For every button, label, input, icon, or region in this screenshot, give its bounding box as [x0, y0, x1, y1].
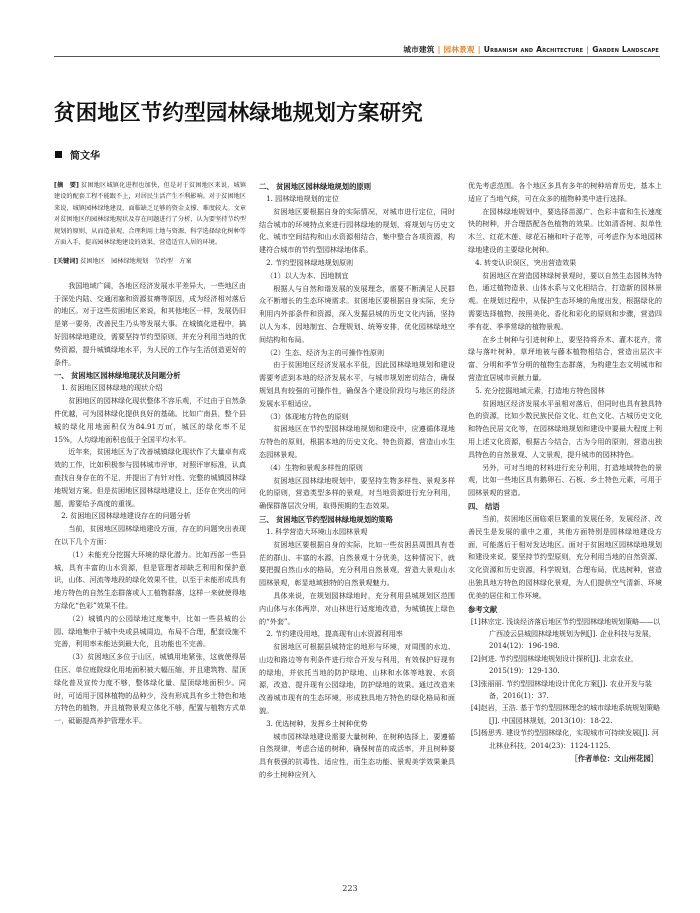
column-2	[259, 180, 455, 782]
author-name: 简文华	[70, 151, 100, 162]
subsection-heading: 4. 转变认识误区，突出营造效果	[475, 257, 577, 267]
reference-item: [3]张丽丽. 节约型园林绿地设计优化方案[J]. 农业开发与装备，2016(1)：37.	[470, 679, 652, 700]
header-rule	[54, 56, 660, 57]
column-3	[468, 180, 662, 765]
column-1	[54, 180, 246, 728]
paragraph: （2）城镇内的公园绿地过度集中，比如一些县城的公园、绿地集中于城中央或县城周边，布局不合理，配套设施不完善，利用率未能达到最大化，且功能也不完善。	[54, 613, 246, 649]
author-affiliation: ［作者单位：文山州花园］	[570, 753, 658, 763]
abstract-label: [摘 要]	[54, 182, 79, 189]
paragraph: 贫困地区在营造园林绿树景观时，要以自然生态园林为特色，通过植物造景、山体水系与文化相结合，打造新的园林景观。在规划过程中，从保护生态环境的角度出发，根据绿化的需要选择植物，按照美化、香化和彩化的原则和步骤，营造四季有花、季季常绿的植物景观。	[468, 270, 662, 331]
paragraph: 优先考虑范围。各个地区多具有多年的树种培育历史，基本上适应了当地气候，可在众多的植物种类中进行选择。	[468, 181, 662, 203]
paragraph: 另外，可对当地的材料进行充分利用，打造地域特色的景观，比如一些地区具有鹅卵石、石板、乡土特色元素，可用于园林景观的营造。	[468, 462, 662, 498]
subsection-heading: 1. 贫困地区园林绿地的现状介绍	[61, 383, 163, 393]
section-heading: 四、 结语	[468, 501, 500, 511]
header-section-cn: 城市建筑	[403, 45, 435, 54]
paragraph: 具体来说，在规划园林绿地时，充分利用县城规划区范围内山体与水体两岸，对山林进行适度地改造，为城镇披上绿色的“外套”。	[259, 590, 455, 626]
subsection-heading: （2）生态、经济为主的可操作性原则	[266, 347, 385, 357]
paragraph: 贫困地区要根据自身的实际，比如一些贫困县周围具有苍茫的群山、丰富的水源，自然景观十分优美，这种情况下，就要把握自然山水的格局，充分利用自然景观，营造大景观山水园林景观，彰显地域独特的自然景观魅力。	[259, 539, 455, 588]
subsection-heading: （3）体现地方特色的原则	[266, 411, 349, 421]
subsection-heading: 2. 节约建设用地，提高现有山水资源利用率	[266, 629, 403, 639]
abstract-text: 贫困地区城镇化进程也加快，但是对于贫困地区来说，城镇建设的配套工程不能跟不上，对居民生活产生不利影响。对于贫困地区来说，城镇园林绿地建设，面临缺乏足够的资金支撑、难度较大。文章对贫困地区的园林绿地现状及存在问题进行了分析，认为要坚持节约型规划的原则，从而造景观，合理利用土地与资源，科学选择绿化树种等方面入手，提高园林绿地建设的效果，营造适宜人居的环境。	[54, 182, 247, 247]
reference-item: [2]何进. 节约型园林绿地规划设计探析[J]. 北京农业，2015(19)：129-130.	[470, 654, 638, 676]
subsection-heading: （4）生物和景观多样性的原则	[266, 462, 363, 472]
reference-item: [1]林宗定. 浅谈经济落后地区节约型园林绿地规划策略——以广西凌云县城园林绿地规划为例[J]. 企业科技与发展，2014(12)：196-198.	[470, 617, 661, 651]
paragraph: 贫困地区在节约型园林绿地规划和建设中，应遵循体现地方特色的原则，根据本地的历史文化、特色资源，营造山水生态园林景观。	[259, 424, 455, 459]
header-separator: |	[437, 45, 441, 54]
header-section-en-garden: Garden Landscape	[592, 45, 659, 54]
journal-header	[403, 44, 659, 55]
article-title: 贫困地区节约型园林绿地规划方案研究	[54, 101, 423, 126]
subsection-heading: （1）以人为本、因地制宜	[266, 270, 349, 280]
paragraph: 贫困地区要根据自身的实际情况，对城市进行定位，同时结合城市的环境特点来进行园林绿地的规划，将规划与历史文化、城市空间结构和山水资源相结合，集中整合各项资源，构建符合城市的节约型园林绿地体系。	[259, 206, 455, 255]
paragraph: （3）贫困地区多位于山区，城镇用地紧张，这就使得居住区、单位庭院绿化用地面积被大幅压缩，并且建筑物、屋顶绿化普及宣传力度不够，整体绿化量、屋顶绿地面积少。同时，可适用于园林植物的品种少，没有形成具有乡土特色和地方特色的植物，并且植物景观立体化不够，配置与植物方式单一，砥砺提高养护管理水平。	[54, 652, 246, 726]
paragraph: 我国地域广阔，各地区经济发展水平差异大，一些地区由于深处内陆、交通闭塞和资源贫瘠等原因，成为经济相对落后的地区。对于这些贫困地区来说，和其他地区一样，发展仍旧是第一要务，改善民生乃头等发展大事。在城镇化进程中，搞好园林绿地建设，需要坚持节约型原则，并充分利用当地的优势资源，提升城镇绿地水平，为人民的工作与生活创造更好的条件。	[54, 280, 246, 367]
header-section-highlight: 园林景观	[443, 45, 475, 54]
author-line	[55, 147, 100, 162]
page-number: 223	[342, 884, 358, 893]
section-heading: 三、 贫困地区节约型园林绿地规划的策略	[259, 514, 393, 524]
reference-item: [5]杨思秀. 建设节约型园林绿化，实现城市可持续发展[J]. 河北林业科技，2014(23)：1124-1125.	[470, 729, 659, 750]
paragraph: 当前，贫困地区园林绿地建设方面，存在的问题突出表现在以下几个方面：	[54, 524, 246, 546]
subsection-heading: 1. 园林绿地规划的定位	[266, 194, 339, 203]
subsection-heading: 1. 科学营造大环境山水园林景观	[266, 526, 368, 536]
paragraph: 由于贫困地区经济发展水平低，因此园林绿地规划和建设需要考虑到本地的经济发展水平，与城市规划密切结合，确保规划具有较强的可操作性，确保各个建设阶段均与地区的经济发展水平相适应。	[259, 360, 455, 408]
keywords-label: [关键词]	[54, 258, 79, 266]
subsection-heading: 3. 优选树种，发挥乡土树种优势	[266, 718, 368, 728]
header-separator-3: |	[586, 45, 590, 54]
keywords-text: 贫困地区 园林绿地规划 节约型 方案	[80, 258, 192, 266]
reference-item: [4]赵岩，王浩. 基于节约型园林理念的城市绿地系统规划策略[J]. 中国园林规划，2013(10)：18-22.	[470, 704, 661, 725]
paragraph: 贫困地区园林绿地规划中，要坚持生物多样性、景观多样化的原则，营造类型多样的景观，对当地资源进行充分利用，确保群落层次分明，取得预期的生态效果。	[259, 475, 455, 511]
header-section-en-urban: Urbanism and Architecture	[483, 45, 584, 54]
references-heading: 参考文献	[468, 604, 498, 614]
subsection-heading: 2. 贫困地区园林绿地建设存在的问题分析	[61, 511, 191, 521]
paragraph: 贫困地区的园林绿化现状整体不容乐观，不过由于自然条件优越，可为园林绿化提供良好的基础。比如广南县，整个县城的绿化用地面积仅为84.91万㎡，城区的绿化率不足15%，人均绿地面积也低于全国平均水平。	[54, 396, 246, 444]
paragraph: 贫困地区经济发展水平虽相对落后，但同时也具有独具特色的资源，比如少数民族民俗文化、红色文化、古城历史文化和特色民居文化等，在园林绿地规划和建设中要最大程度上利用上述文化资源，根据古今结合，古为今用的原则，营造出独具特色的自然景观、人文景观，提升城市的园林特色。	[468, 398, 662, 459]
keywords	[54, 256, 246, 267]
paragraph: 在乡土树种与引进树种上，要坚持将乔木、灌木花卉，常绿与落叶树种，草坪地被与藤本植物相结合，营造出层次丰富、分明和季节分明的植物生态群落，为构建生态文明城市和营造宜居城市贡献力量。	[468, 334, 662, 382]
paragraph: 贫困地区可根据县城特定的地形与环境，对周围的水边、山边和路边等有利条件进行综合开发与利用，有效保护好现有的绿地，并依托当地的防护绿地、山林和水体等地貌、水资源，改造、提升现有公园绿地，防护绿地的效果。通过改造来改善城市现有的生态环境，形成独具地方特色的绿化格局和面貌。	[259, 642, 455, 716]
subsection-heading: 5. 充分挖掘地域元素，打造地方特色园林	[475, 385, 605, 395]
paragraph: 在园林绿地规划中，要选择苗源广、色彩丰富和生长速度快的树种，并合理搭配各色植物的效果。比如清香树、拟单性木兰、红花木莲、球花石楠和叶子花等，可考虑作为本地园林绿地建设的主要绿化树种。	[468, 206, 662, 254]
section-heading: 一、 贫困地区园林绿地现状及问题分析	[54, 371, 181, 381]
header-separator-2: |	[477, 45, 481, 54]
abstract	[54, 180, 246, 248]
paragraph: （1）未能充分挖掘大环境的绿化潜力。比如西部一些县城，具有丰富的山水资源，但是管理者却缺乏利用和保护意识，山体、河流等地段的绿化效果不佳，以至于未能形成具有地方特色的自然生态群落或人工植物群落，这样一来就使得地方绿化“色彩”效果不佳。	[54, 549, 246, 610]
paragraph: 当前，贫困地区面临艰巨繁重的发展任务，发展经济、改善民生是发展的重中之重，其他方面特别是园林绿地建设方面，可能落后于相对发达地区。面对于贫困地区园林绿地规划和建设来说，要坚持节约型原则，充分利用当地的自然资源、文化资源和历史资源，科学规划，合理布局，优选树种，营造出独具地方特色的园林绿化景观，为人们提供空气清新、环境优美的居住和工作环境。	[468, 513, 662, 600]
subsection-heading: 2. 节约型园林绿地规划原则	[266, 257, 354, 267]
paragraph: 根据人与自然和谐发展的发展理念，需要不断满足人民群众不断增长的生态环境需求。贫困地区要根据自身实际，充分利用内外部条件和资源，深入发掘县城的历史文化内涵，坚持以人为本、因地制宜、合理规划、统筹安排，优化园林绿地空间结构和布局。	[259, 283, 455, 344]
paragraph: 城市园林绿地建设需要大量树种，在树种选择上，要遵循自然规律，考虑合适的树种，确保树苗的成活率，并且树种要具有极强的抗毒性、适应性，而生态功能、景观美学效果兼具的乡土树种应列入	[259, 731, 455, 780]
section-heading: 二、 贫困地区园林绿地规划的原则	[259, 182, 371, 191]
author-square-icon	[55, 151, 62, 158]
paragraph: 近年来，贫困地区为了改善城镇绿化现状作了大量卓有成效的工作，比如积极参与园林城市评审，对照评审标准，认真查找自身存在的不足，并提出了有针对性、完整的城镇园林绿地规划方案。但是贫困地区园林绿地建设上，还存在突出的问题，需要给予高度的重视。	[54, 447, 246, 508]
